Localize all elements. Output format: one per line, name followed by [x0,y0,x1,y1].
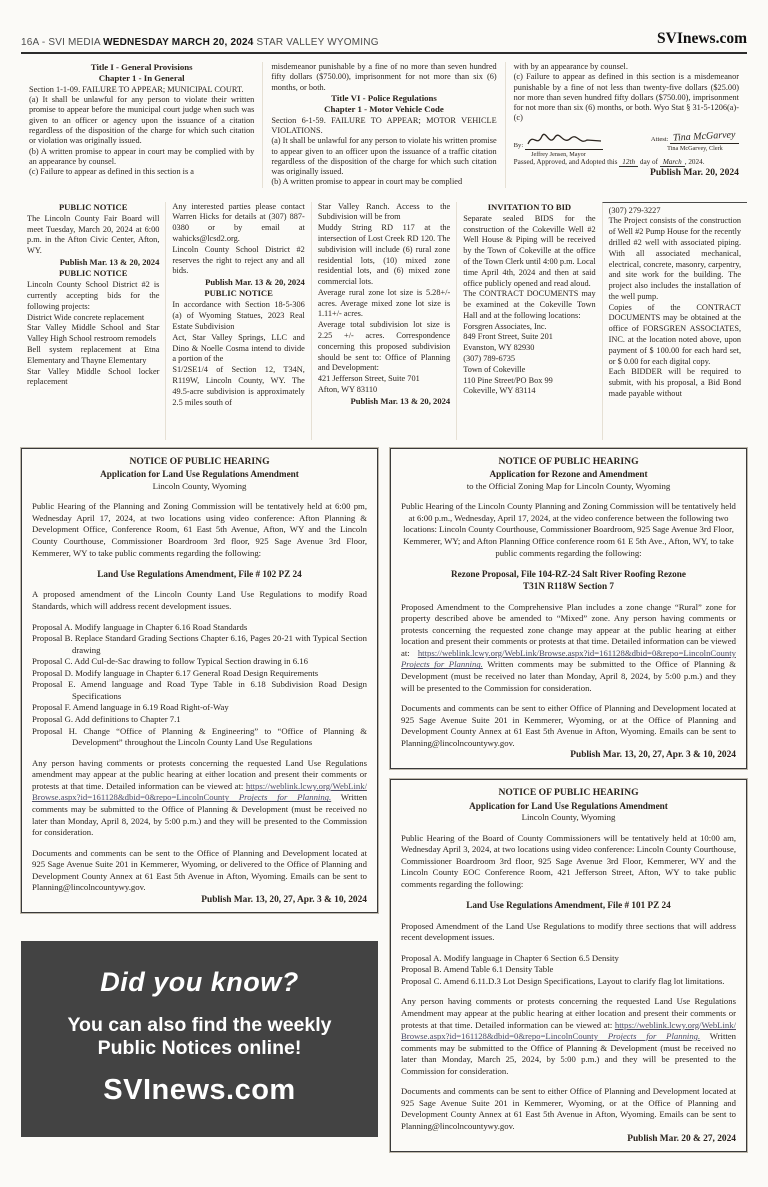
hearing-comments [401,602,736,695]
ordinance-paragraph: (a) It shall be unlawful for any person to violate their written promise to appear before the municipal court judge when such was given to an officer or agency upon the issuance of a citation regardless of the disposition of the charge for which such citation or violation was originally issued. [29,95,255,146]
publish-line: Publish Mar. 13, 20, 27, Apr. 3 & 10, 2024 [570,750,736,761]
hearing-title: NOTICE OF PUBLIC HEARING [498,786,639,798]
notice-heading: INVITATION TO BID [487,201,572,212]
hearing-county: to the Official Zoning Map for Lincoln County, Wyoming [466,480,671,491]
publish-line: Publish Mar. 20, 2024 [650,167,739,179]
ordinance-paragraph: (b) A written promise to appear in court may be complied with by an appearance by counsel. [29,146,255,166]
hearing-intro: Public Hearing of the Board of County Commissioners will be tentatively held at 10:00 am, Wednesday April 3, 2024, at two locations using video conference: Lincoln County Courthouse, Commissioner Boardroom 3rd floor, 925 Sage Avenue 3rd Floor, Kemmerer, WY and the Lincoln County EOC Conference Room, 421 Jefferson Street, Afton, WY to take public comments regarding the following: [401,832,736,889]
adopted-day-handwritten: 12th [619,158,638,167]
hearing-county: Lincoln County, Wyoming [152,480,247,491]
notice-column-a [21,202,165,440]
notice-paragraph: The Project consists of the construction of Well #2 Pump House for the recently drilled #2 well with associated piping. With all associated mechanical, electrical, concrete, masonry, carpentry, and site work for the building. The project also includes the installation of the well pump. [608,216,742,301]
hearing-box-rezone-104 [390,448,747,769]
hearing-county: Lincoln County, Wyoming [521,811,616,822]
weblink-url-italic[interactable]: Projects for Planning. [401,659,483,670]
hearing-box-land-use-101 [390,779,747,1152]
masthead-site-link[interactable]: SVInews.com [657,30,747,47]
notice-paragraph: 421 Jefferson Street, Suite 701 [317,374,420,384]
weblink-url-italic[interactable]: Projects for Planning. [229,792,332,803]
proposal-item: Proposal G. Add definitions to Chapter 7.1 [32,714,181,724]
comments-text: Proposed Amendment to the Comprehensive Plan includes a zone change “Rural” zone for property described above be amended to “Mixed” zone. Any person having comments or protests concerning the requested zone change may appear at the public hearing at either location and present their comments or protests at that time. Detailed information can be viewed at: [401,601,736,658]
mayor-signature [514,131,604,159]
notice-paragraph: Average total subdivision lot size is 2.25 +/- acres. Correspondence concerning this proposed subdivision should be sent to: Office of Planning and Development: [317,320,451,373]
notice-column-b [165,202,310,440]
hearing-title: NOTICE OF PUBLIC HEARING [129,455,270,467]
ordinance-title: Title VI - Police Regulations [331,92,437,103]
public-notices-ad[interactable] [21,941,378,1137]
proposal-item: Proposal H. Change “Office of Planning & Engineering” to “Office of Planning & Development” throughout the Lincoln County Land Use Regulations [32,725,367,748]
ordinance-paragraph: (c) Failure to appear as defined in this section is a misdemeanor punishable by a fine of not less than twenty-five dollars ($25.00) nor more than seven hundred fifty dollars ($750.00), imprisonment for not more than six (6) months, or both. Wyo Stat § 31-5-1206(a)-(c) [513,72,739,123]
hearing-documents: Documents and comments can be sent to the Office of Planning and Development located at 925 Sage Avenue Suite 201 in Kemmerer, Wyoming, or delivered to the Office of Planning and Development County Annex at 61 East 5th Avenue in Afton, Wyoming. Emails can be sent to Planning@lincolncountywy.gov. [32,847,367,893]
ordinance-chapter: Chapter 1 - Motor Vehicle Code [324,104,444,115]
hearing-subtitle: Application for Rezone and Amendment [489,469,648,480]
notice-paragraph: (307) 279-3227 [608,205,661,215]
notice-paragraph: Bell system replacement at Etna Elementary and Thayne Elementary [27,344,160,365]
notice-heading: PUBLIC NOTICE [58,201,128,212]
notice-paragraph: Copies of the CONTRACT DOCUMENTS may be obtained at the office of FORSGREN ASSOCIATES, INC. at the location noted above, upon payment of $ 100.00 for each hard set, or $ 0.00 for each digital copy. [608,302,742,366]
notice-paragraph: Average rural zone lot size is 5.28+/- acres. Average mixed zone lot size is 1.11+/- acres. [317,287,451,319]
hearing-subtitle: Application for Land Use Regulations Amendment [100,469,299,480]
mayor-signature-line [525,131,603,150]
signature-block [514,131,739,159]
notice-paragraph: Forsgren Associates, Inc. [463,321,547,331]
comments-text: Any person having comments or protests concerning the requested Land Use Regulations Amendment may appear at the public hearing at either location and present their comments or protests at that time. Detailed information can be viewed at: [401,996,736,1030]
proposal-item: Proposal C. Amend 6.11.D.3 Lot Design Specifications, Layout to clarify flag lot limitations. [401,975,725,986]
notice-paragraph: Any interested parties please contact Warren Hicks for details at (307) 887-0380 or by email at wahicks@lcsd2.org. [172,201,305,243]
ordinance-paragraph: Section 1-1-09. FAILURE TO APPEAR; MUNICIPAL COURT. [29,84,244,94]
weblink-url[interactable]: https://weblink.lcwy.org/WebLink/Browse.aspx?id=161128&dbid=0&repo=LincolnCounty [32,780,367,803]
mayor-name: Jeffrey Jensen, Mayor [531,150,586,158]
hearing-documents: Documents and comments can be sent to either Office of Planning and Development located at 925 Sage Avenue Suite 201 in Kemmerer, Wyoming, or at the Office of Planning and Development County Annex at 61 East 5th Avenue in Afton, Wyoming. Emails can be sent to Planning@lincolncountywy.gov. [401,703,736,748]
ordinance-column-2 [262,62,504,188]
notice-paragraph: 110 Pine Street/PO Box 99 [463,375,553,385]
mayor-signature-icon [525,131,603,149]
notice-paragraph: Star Valley Ranch. Access to the Subdivision will be from [317,201,451,222]
notice-paragraph: Lincoln County School District #2 reserves the right to reject any and all bids. [172,244,305,276]
clerk-name: Tina McGarvey, Clerk [667,145,723,153]
masthead-region: STAR VALLEY WYOMING [253,37,379,48]
public-notices-section [21,202,747,440]
file-heading-line1: Rezone Proposal, File 104-RZ-24 Salt River Roofing Rezone [451,569,686,580]
bottom-left-column [21,448,378,1138]
proposal-item: Proposal D. Modify language in Chapter 6.17 General Road Design Requirements [32,667,319,678]
notice-paragraph: Star Valley Middle School and Star Valley High School restroom remodels [27,323,160,344]
comments-text: Written comments may be submitted to the Office of Planning & Development (must be received no later than Monday, April 8, 2024, by 5:00 p.m.) and they will be presented to the Commission for consideration. [32,792,367,838]
weblink-url-italic[interactable]: Projects for Planning. [598,1031,701,1042]
ordinance-paragraph: with by an appearance by counsel. [513,62,628,71]
publish-line: Publish Mar. 13 & 20, 2024 [205,277,305,288]
masthead-date: WEDNESDAY MARCH 20, 2024 [103,37,254,48]
ordinance-title: Title I - General Provisions [90,62,193,72]
proposal-item: Proposal B. Amend Table 6.1 Density Table [401,964,554,975]
notice-paragraph: 849 Front Street, Suite 201 [463,332,553,342]
notice-heading: PUBLIC NOTICE [204,288,273,299]
hearing-summary: Proposed Amendment of the Land Use Regulations to modify three sections that will address recent development issues. [401,920,736,943]
ordinance-paragraph: Section 6-1-59. FAILURE TO APPEAR; MOTOR VEHICLE VIOLATIONS. [271,115,497,135]
notice-column-c [311,202,456,440]
comments-text: Written comments may be submitted to the Office of Planning & Development (must be received no later than Monday, April 8, 2024, by 5:00 p.m.) and they will be presented to the Commission for consideration. [401,659,736,693]
hearing-documents: Documents and comments can be sent to either Office of Planning and Development located at 925 Sage Avenue Suite 201 in Kemmerer, Wyoming, or at the Office of Planning and Development County Annex at 61 East 5th Avenue in Afton, Wyoming. Emails can be sent to Planning@lincolncountywy.gov. [401,1086,736,1132]
notice-paragraph: Each BIDDER will be required to submit, with his proposal, a Bid Bond made payable without [608,367,742,398]
weblink-url[interactable]: https://weblink.lcwy.org/WebLink/Browse.aspx?id=161128&dbid=0&repo=LincolnCounty [401,1019,736,1042]
hearing-subtitle: Application for Land Use Regulations Amendment [469,800,668,811]
notice-paragraph: Evanston, WY 82930 [463,343,535,353]
clerk-signature-line [670,131,739,144]
comments-text: Written comments may be submitted to the Office of Planning & Development (must be received no later than Monday, March 25, 2024, by 5:00 p.m.) and they will be presented to the Commission for consideration. [401,1031,736,1076]
ordinance-paragraph: (b) A written promise to appear in court may be complied [271,177,463,187]
notice-paragraph: In accordance with Section 18-5-306 (a) of Wyoming Statues, 2023 Real Estate Subdivision [172,300,305,332]
adopted-mid: day of [639,158,659,167]
ordinance-chapter: Chapter 1 - In General [98,73,185,84]
notice-paragraph: The Lincoln County Fair Board will meet Tuesday, March 20, 2024 at 6:00 p.m. in the Afton Civic Center, Afton, WY. [27,213,160,256]
notice-paragraph: District Wide concrete replacement [27,312,145,322]
hearing-summary: A proposed amendment of the Lincoln County Land Use Regulations to modify Road Standards, which will address recent development issues. [32,589,367,611]
boxed-notices-section [21,448,747,1152]
proposal-item: Proposal A. Modify language in Chapter 6.16 Road Standards [32,621,248,632]
notice-paragraph: (307) 789-6735 [463,353,516,363]
adopted-pre: Passed, Approved, and Adopted this [513,158,618,167]
ad-line: Public Notices online! [97,1037,302,1060]
proposal-item: Proposal F. Amend language in 6.19 Road Right-of-Way [32,702,229,713]
notice-paragraph: The CONTRACT DOCUMENTS may be examined at the Cokeville Town Hall and at the following locations: [463,289,596,320]
notice-paragraph: Lincoln County School District #2 is currently accepting bids for the following projects: [27,280,160,311]
ordinance-paragraph: (a) It shall be unlawful for any person to violate his written promise to appear given to an officer upon the issuance of a traffic citation regardless of the disposition of the charge for which such citation was originally issued. [271,136,497,177]
comments-text: Any person having comments or protests concerning the requested Land Use Regulations amendment may appear at the public hearing at either location and present their comments or protests at that time. Detailed information can be viewed at: [32,757,367,791]
clerk-signature-script: Tina McGarvey [673,129,737,144]
publish-line: Publish Mar. 13 & 20, 2024 [59,256,160,267]
notice-paragraph: Cokeville, WY 83114 [463,386,536,396]
ad-site-link[interactable]: SVInews.com [103,1074,296,1107]
notice-paragraph: Separate sealed BIDS for the construction of the Cokeville Well #2 Well House & Piping will be received by the Town of Cokeville at the office of the Town Clerk until 4:00 p.m. Local time April 4th, 2024 and then at said office publicly opened and read aloud. [463,213,596,288]
file-heading-line2: T31N R118W Section 7 [523,581,614,592]
file-heading [401,568,736,592]
publish-line: Publish Mar. 13, 20, 27, Apr. 3 & 10, 2024 [201,894,367,905]
notice-paragraph: Muddy String RD 117 at the intersection of Lost Creek RD 120. The subdivision will include (6) rural zone residential lots, (10) mixed zone residential lots, and (6) mixed zone commercial lots. [317,223,451,287]
attest-label: Attest: [650,135,669,143]
notice-column-e [602,202,747,440]
page-number-label: 16A - SVI MEDIA [21,37,104,48]
adopted-line [514,158,739,167]
hearing-box-land-use-102 [21,448,378,914]
ordinance-section [21,62,747,188]
masthead [21,0,747,54]
ordinance-paragraph: misdemeanor punishable by a fine of no more than seven hundred fifty dollars ($750.00), imprisonment for not more than six (6) months, or both. [271,62,497,92]
ordinance-column-1 [21,62,262,188]
adopted-post: , 2024. [684,158,705,167]
ad-line: You can also find the weekly [67,1014,332,1037]
hearing-intro: Public Hearing of the Planning and Zoning Commission will be tentatively held at 6:00 pm, Wednesday April 17, 2024, at two locations using video conference: Afton Planning & Development Office, Conference Room, 61 East 5th Avenue, Afton, WY and the Lincoln County Courthouse, Commissioner Boardroom 3rd floor, 925 Sage Avenue 3rd Floor, Kemmerer, WY to take public comments regarding the following: [32,501,367,558]
proposal-item: Proposal E. Amend language and Road Type Table in 6.18 Subdivision Road Design Specifications [32,679,367,701]
hearing-title: NOTICE OF PUBLIC HEARING [498,455,639,467]
file-heading: Land Use Regulations Amendment, File # 102 PZ 24 [97,569,302,580]
ad-headline: Did you know? [100,967,299,998]
ordinance-paragraph: (c) Failure to appear as defined in this section is a [29,167,194,177]
hearing-intro: Public Hearing of the Lincoln County Planning and Zoning Commission will be tentatively held at 6:00 p.m., Wednesday, April 17, 2024, at the video conference between the following two locations: Lincoln County Courthouse, Commissioner Boardroom, 925 Sage Avenue 3rd Floor, Kemmerer, WY; and Afton Planning Office conference room 61 E 5th Ave., Afton, WY, to take public comments regarding the following: [401,501,736,558]
masthead-left [21,37,379,48]
hearing-comments [32,758,367,839]
proposal-item: Proposal C. Add Cul-de-Sac drawing to follow Typical Section drawing in 6.16 [32,656,308,667]
ordinance-column-3 [505,62,747,188]
proposal-item: Proposal A. Modify language in Chapter 6 Section 6.5 Density [401,952,619,963]
clerk-signature [651,131,739,159]
by-label: By: [513,141,524,149]
notice-heading: PUBLIC NOTICE [58,268,128,279]
proposal-item: Proposal B. Replace Standard Grading Sections Chapter 6.16, Pages 20-21 with Typical Section drawing [32,633,367,655]
bottom-right-column [390,448,747,1152]
notice-column-d [456,202,601,440]
notice-paragraph: Act, Star Valley Springs, LLC and Dino & Noelle Cosma intend to divide a portion of the [172,332,305,364]
file-heading: Land Use Regulations Amendment, File # 101 PZ 24 [466,900,671,911]
publish-line: Publish Mar. 13 & 20, 2024 [350,395,451,406]
notice-paragraph: Town of Cokeville [463,364,526,374]
notice-paragraph: Afton, WY 83110 [317,384,378,394]
hearing-comments [401,996,736,1077]
weblink-url[interactable]: https://weblink.lcwy.org/WebLink/Browse.aspx?id=161128&dbid=0&repo=LincolnCounty [417,647,736,658]
notice-paragraph: Star Valley Middle School locker replacement [27,366,160,387]
adopted-month-handwritten: March [660,158,685,167]
publish-line: Publish Mar. 20 & 27, 2024 [627,1133,736,1144]
notice-paragraph: S1/2SE1/4 of Section 12, T34N, R119W, Lincoln County, WY. The 49.5-acre subdivision is approximately 2.5 miles south of [172,365,305,407]
